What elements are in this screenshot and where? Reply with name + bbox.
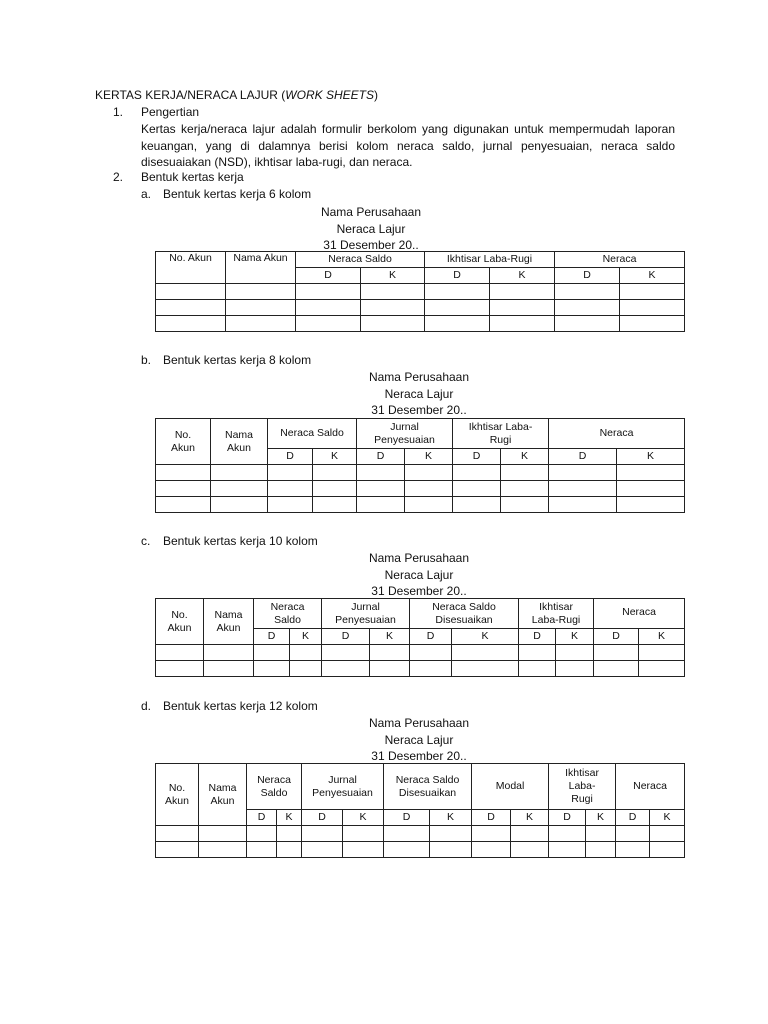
credit-header: K: [405, 449, 453, 465]
col-nama-akun: Nama Akun: [211, 419, 268, 465]
debit-header: D: [519, 629, 556, 645]
group-header: Neraca: [616, 764, 685, 810]
group-header: Ikhtisar Laba-Rugi: [453, 419, 549, 449]
group-header: Ikhtisar Laba-Rugi: [549, 764, 616, 810]
debit-header: D: [616, 810, 650, 826]
group-header: Neraca: [555, 252, 685, 268]
table-row: [156, 661, 685, 677]
form-c-company: Nama Perusahaan: [368, 551, 470, 565]
credit-header: K: [277, 810, 302, 826]
table-row: [156, 645, 685, 661]
form-a-table: [155, 251, 685, 332]
table-row: [156, 465, 685, 481]
section-1-number: 1.: [113, 105, 124, 119]
table-row: [156, 826, 685, 842]
document-title: [95, 88, 378, 102]
credit-header: K: [650, 810, 685, 826]
form-d-date: 31 Desember 20..: [371, 749, 467, 763]
group-header: Neraca Saldo Disesuaikan: [384, 764, 472, 810]
col-nama-akun: Nama Akun: [226, 252, 296, 284]
debit-header: D: [410, 629, 452, 645]
group-header: Neraca Saldo: [296, 252, 425, 268]
col-no-akun: No. Akun: [156, 764, 199, 826]
col-nama-akun: Nama Akun: [204, 599, 254, 645]
group-header: Jurnal Penyesuaian: [357, 419, 453, 449]
credit-header: K: [639, 629, 685, 645]
form-b-company: Nama Perusahaan: [368, 370, 470, 384]
section-1-paragraph: Kertas kerja/neraca lajur adalah formulir berkolom yang digunakan untuk mempermudah laporan keuangan, yang di dalamnya berisi kolom neraca saldo, jurnal penyesuaian, neraca saldo disesuaiakan (NSD), ikhtisar laba-rugi, dan neraca.: [141, 122, 675, 169]
form-b-heading: [334, 369, 504, 419]
form-b-date: 31 Desember 20..: [371, 403, 467, 417]
form-c-heading: [334, 550, 504, 600]
debit-header: D: [594, 629, 639, 645]
credit-header: K: [361, 268, 425, 284]
table-row: [156, 481, 685, 497]
debit-header: D: [425, 268, 490, 284]
table-row: [156, 284, 685, 300]
credit-header: K: [556, 629, 594, 645]
section-2-number: 2.: [113, 170, 124, 184]
form-a-company: Nama Perusahaan: [320, 205, 422, 219]
debit-header: D: [322, 629, 370, 645]
group-header: Neraca Saldo Disesuaikan: [410, 599, 519, 629]
group-header: Neraca Saldo: [247, 764, 302, 810]
form-b-table: [155, 418, 685, 513]
credit-header: K: [620, 268, 685, 284]
form-d-letter: d.: [141, 699, 152, 713]
title-italic: WORK SHEETS: [285, 88, 374, 102]
group-header: Neraca: [594, 599, 685, 629]
credit-header: K: [452, 629, 519, 645]
col-no-akun: No. Akun: [156, 599, 204, 645]
table-row: [156, 497, 685, 513]
form-d-table: [155, 763, 685, 858]
debit-header: D: [549, 810, 586, 826]
title-main: KERTAS KERJA/NERACA LAJUR (: [95, 88, 286, 102]
debit-header: D: [302, 810, 343, 826]
col-nama-akun: Nama Akun: [199, 764, 247, 826]
debit-header: D: [472, 810, 511, 826]
form-a-report: Neraca Lajur: [336, 221, 406, 236]
debit-header: D: [247, 810, 277, 826]
form-a-date: 31 Desember 20..: [323, 238, 419, 252]
credit-header: K: [313, 449, 357, 465]
table-row: [156, 316, 685, 332]
credit-header: K: [343, 810, 384, 826]
table-row: [156, 842, 685, 858]
form-d-label: Bentuk kertas kerja 12 kolom: [163, 699, 318, 713]
debit-header: D: [453, 449, 501, 465]
form-d-report: Neraca Lajur: [384, 732, 454, 747]
form-a-letter: a.: [141, 187, 152, 201]
group-header: Jurnal Penyesuaian: [302, 764, 384, 810]
form-c-date: 31 Desember 20..: [371, 584, 467, 598]
debit-header: D: [254, 629, 290, 645]
col-no-akun: No. Akun: [156, 252, 226, 284]
form-d-heading: [334, 715, 504, 765]
form-d-company: Nama Perusahaan: [368, 716, 470, 730]
form-c-table: [155, 598, 685, 677]
credit-header: K: [290, 629, 322, 645]
form-b-label: Bentuk kertas kerja 8 kolom: [163, 353, 312, 367]
group-header: Neraca: [549, 419, 685, 449]
section-2-heading: Bentuk kertas kerja: [141, 170, 244, 184]
form-c-letter: c.: [141, 534, 151, 548]
form-c-label: Bentuk kertas kerja 10 kolom: [163, 534, 318, 548]
debit-header: D: [555, 268, 620, 284]
group-header: Ikhtisar Laba-Rugi: [425, 252, 555, 268]
group-header: Ikhtisar Laba-Rugi: [519, 599, 594, 629]
debit-header: D: [268, 449, 313, 465]
debit-header: D: [549, 449, 617, 465]
group-header: Modal: [472, 764, 549, 810]
debit-header: D: [384, 810, 430, 826]
group-header: Jurnal Penyesuaian: [322, 599, 410, 629]
form-c-report: Neraca Lajur: [384, 567, 454, 582]
credit-header: K: [586, 810, 616, 826]
group-header: Neraca Saldo: [268, 419, 357, 449]
debit-header: D: [357, 449, 405, 465]
credit-header: K: [370, 629, 410, 645]
credit-header: K: [490, 268, 555, 284]
credit-header: K: [617, 449, 685, 465]
form-a-label: Bentuk kertas kerja 6 kolom: [163, 187, 312, 201]
credit-header: K: [430, 810, 472, 826]
title-close: ): [373, 88, 378, 102]
group-header: Neraca Saldo: [254, 599, 322, 629]
table-row: [156, 300, 685, 316]
section-1-heading: Pengertian: [141, 105, 200, 119]
form-b-report: Neraca Lajur: [384, 386, 454, 401]
credit-header: K: [511, 810, 549, 826]
debit-header: D: [296, 268, 361, 284]
credit-header: K: [501, 449, 549, 465]
form-b-letter: b.: [141, 353, 152, 367]
form-a-heading: [286, 204, 456, 254]
col-no-akun: No. Akun: [156, 419, 211, 465]
